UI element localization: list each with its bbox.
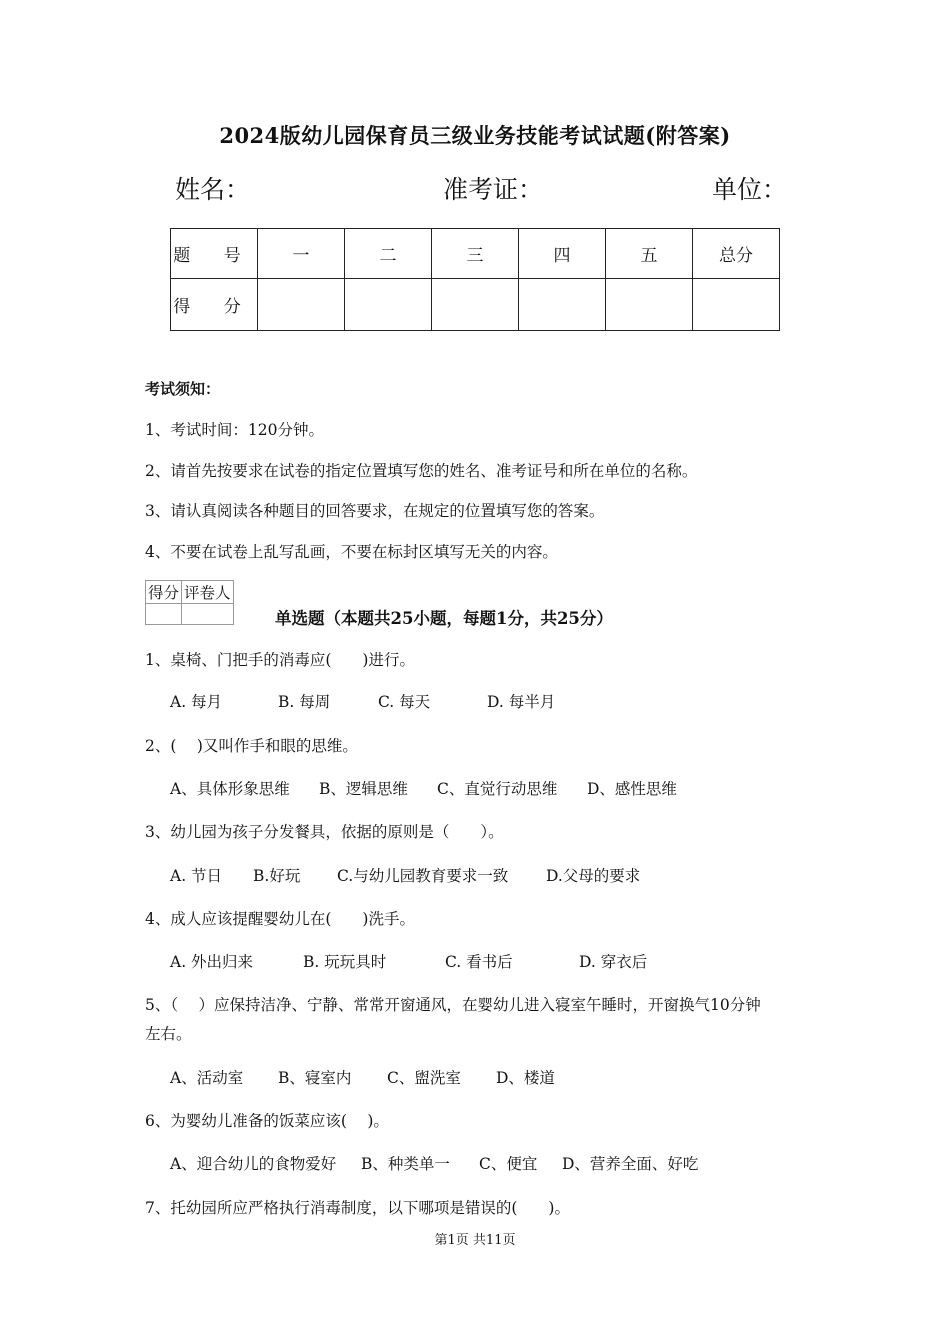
score-table-col-total: 总分 [693,229,780,279]
score-cell-5 [606,279,693,331]
option: D、楼道 [496,1069,555,1087]
option: C、便宜 [479,1155,538,1173]
option: C、盥洗室 [387,1069,461,1087]
score-cell-2 [345,279,432,331]
score-table-col-5: 五 [606,229,693,279]
option: D、感性思维 [587,780,677,798]
option: A. 每月 [170,693,223,711]
option: C.与幼儿园教育要求一致 [337,867,509,885]
score-cell-1 [258,279,345,331]
question-stem: 1、桌椅、门把手的消毒应( )进行。 [145,651,415,669]
option: B、种类单一 [361,1155,450,1173]
grader-box [145,580,234,625]
option: A. 节日 [170,867,223,885]
option: B. 每周 [278,693,331,711]
option: A、迎合幼儿的食物爱好 [170,1155,337,1173]
score-table-col-1: 一 [258,229,345,279]
option: C. 看书后 [445,953,513,971]
page-title: 2024版幼儿园保育员三级业务技能考试试题(附答案) [219,123,731,148]
score-table-label-question-no: 题 号 [171,229,258,279]
grader-reviewer-label: 评卷人 [182,581,234,604]
option: A、活动室 [170,1069,244,1087]
score-table [170,228,780,331]
option: C、直觉行动思维 [437,780,558,798]
unit-label: 单位： [712,175,788,204]
question-stem: 4、成人应该提醒婴幼儿在( )洗手。 [145,910,415,928]
exam-id-label: 准考证： [443,175,544,204]
notice-heading: 考试须知： [145,380,221,398]
page-footer: 第1页 共11页 [434,1233,516,1248]
score-table-col-2: 二 [345,229,432,279]
grader-score-label: 得分 [146,581,182,604]
score-table-col-3: 三 [432,229,519,279]
score-table-col-4: 四 [519,229,606,279]
option: B、逻辑思维 [319,780,408,798]
option: A、具体形象思维 [170,780,290,798]
notice-item: 2、请首先按要求在试卷的指定位置填写您的姓名、准考证号和所在单位的名称。 [145,462,698,480]
question-stem-continued: 左右。 [145,1025,192,1043]
grader-reviewer-cell [182,604,234,625]
score-cell-total [693,279,780,331]
option: D. 每半月 [487,693,556,711]
grader-score-cell [146,604,182,625]
score-table-label-score: 得 分 [171,279,258,331]
option: B.好玩 [253,867,301,885]
option: D. 穿衣后 [579,953,648,971]
option: D.父母的要求 [546,867,641,885]
option: C. 每天 [378,693,431,711]
score-table-header-row [171,229,780,279]
score-table-score-row [171,279,780,331]
name-label: 姓名： [175,175,251,204]
option: B. 玩玩具时 [303,953,387,971]
notice-item: 3、请认真阅读各种题目的回答要求，在规定的位置填写您的答案。 [145,502,605,520]
question-stem: 2、( )又叫作手和眼的思维。 [145,737,358,755]
notice-item: 1、考试时间：120分钟。 [145,421,324,439]
score-cell-3 [432,279,519,331]
option: A. 外出归来 [170,953,254,971]
section-title: 单选题（本题共25小题，每题1分，共25分） [275,609,613,628]
option: D、营养全面、好吃 [562,1155,699,1173]
score-cell-4 [519,279,606,331]
question-stem: 3、幼儿园为孩子分发餐具，依据的原则是（ ）。 [145,823,504,841]
notice-item: 4、不要在试卷上乱写乱画，不要在标封区填写无关的内容。 [145,543,558,561]
question-stem: 6、为婴幼儿准备的饭菜应该( )。 [145,1112,389,1130]
option: B、寝室内 [278,1069,352,1087]
question-stem: 5、（ ）应保持洁净、宁静、常常开窗通风，在婴幼儿进入寝室午睡时，开窗换气10分钟 [145,996,761,1014]
question-stem: 7、托幼园所应严格执行消毒制度，以下哪项是错误的( )。 [145,1199,570,1217]
